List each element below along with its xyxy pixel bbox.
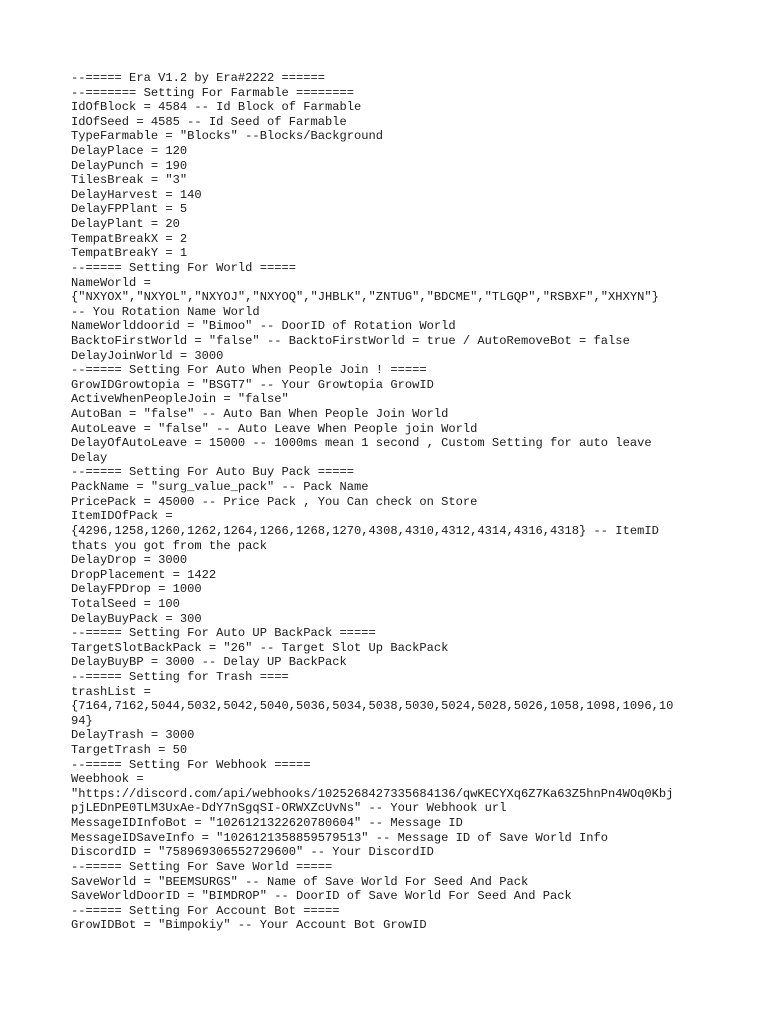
code-line: -- You Rotation Name World xyxy=(71,304,260,319)
section-webhook-comment: --===== Setting For Webhook ===== xyxy=(71,757,311,772)
script-document xyxy=(71,71,711,933)
code-line: TargetSlotBackPack = "26" -- Target Slot Up BackPack xyxy=(71,640,449,655)
code-line: TypeFarmable = "Blocks" --Blocks/Background xyxy=(71,129,384,144)
section-account-bot-comment: --===== Setting For Account Bot ===== xyxy=(71,903,340,918)
section-save-world-comment: --===== Setting For Save World ===== xyxy=(71,859,333,874)
code-line: DelayJoinWorld = 3000 xyxy=(71,348,224,363)
code-line: AutoLeave = "false" -- Auto Leave When People join World xyxy=(71,421,478,436)
code-line: PackName = "surg_value_pack" -- Pack Name xyxy=(71,480,369,495)
code-line: TempatBreakX = 2 xyxy=(71,231,188,246)
code-line: pjLEDnPE0TLM3UxAe-DdY7nSgqSI-ORWXZcUvNs" -- Your Webhook url xyxy=(71,801,507,816)
code-line: SaveWorldDoorID = "BIMDROP" -- DoorID of Save World For Seed And Pack xyxy=(71,889,572,904)
code-line: DelayOfAutoLeave = 15000 -- 1000ms mean 1 second , Custom Setting for auto leave xyxy=(71,436,652,451)
code-line: SaveWorld = "BEEMSURGS" -- Name of Save World For Seed And Pack xyxy=(71,874,529,889)
code-line: PricePack = 45000 -- Price Pack , You Can check on Store xyxy=(71,494,478,509)
code-line: DelayBuyPack = 300 xyxy=(71,611,202,626)
code-line: DelayPlant = 20 xyxy=(71,217,180,232)
code-line: DelayDrop = 3000 xyxy=(71,553,188,568)
code-line: AutoBan = "false" -- Auto Ban When People Join World xyxy=(71,407,449,422)
code-line: Weebhook = xyxy=(71,772,144,787)
code-line: GrowIDBot = "Bimpokiy" -- Your Account Bot GrowID xyxy=(71,918,427,933)
code-line: TilesBreak = "3" xyxy=(71,173,188,188)
code-line: 94} xyxy=(71,713,93,728)
code-line: TempatBreakY = 1 xyxy=(71,246,188,261)
code-line: ItemIDOfPack = xyxy=(71,509,173,524)
section-backpack-comment: --===== Setting For Auto UP BackPack ===== xyxy=(71,626,376,641)
code-line: DelayBuyBP = 3000 -- Delay UP BackPack xyxy=(71,655,347,670)
section-world-comment: --===== Setting For World ===== xyxy=(71,260,296,275)
code-line: TargetTrash = 50 xyxy=(71,743,188,758)
code-line: Delay xyxy=(71,450,108,465)
code-line: {"NXYOX","NXYOL","NXYOJ","NXYOQ","JHBLK","ZNTUG","BDCME","TLGQP","RSBXF","XHXYN"} xyxy=(71,290,659,305)
code-line: DelayTrash = 3000 xyxy=(71,728,195,743)
code-line: IdOfSeed = 4585 -- Id Seed of Farmable xyxy=(71,114,347,129)
code-line: BacktoFirstWorld = "false" -- BacktoFirstWorld = true / AutoRemoveBot = false xyxy=(71,333,630,348)
code-line: DelayPlace = 120 xyxy=(71,144,188,159)
code-line: IdOfBlock = 4584 -- Id Block of Farmable xyxy=(71,100,362,115)
code-line: DropPlacement = 1422 xyxy=(71,567,217,582)
code-line: {7164,7162,5044,5032,5042,5040,5036,5034,5038,5030,5024,5028,5026,1058,1098,1096,10 xyxy=(71,699,674,714)
code-line: GrowIDGrowtopia = "BSGT7" -- Your Growtopia GrowID xyxy=(71,377,434,392)
code-line: NameWorlddoorid = "Bimoo" -- DoorID of Rotation World xyxy=(71,319,456,334)
code-line: DelayPunch = 190 xyxy=(71,158,188,173)
code-line: DelayHarvest = 140 xyxy=(71,187,202,202)
code-line: DiscordID = "758969306552729600" -- Your DiscordID xyxy=(71,845,434,860)
code-line: MessageIDInfoBot = "1026121322620780604" -- Message ID xyxy=(71,816,463,831)
section-farmable-comment: --======= Setting For Farmable ======== xyxy=(71,85,355,100)
code-line: ActiveWhenPeopleJoin = "false" xyxy=(71,392,289,407)
code-line: trashList = xyxy=(71,684,151,699)
code-line: DelayFPPlant = 5 xyxy=(71,202,188,217)
code-line: MessageIDSaveInfo = "1026121358859579513" -- Message ID of Save World Info xyxy=(71,830,609,845)
code-line: "https://discord.com/api/webhooks/1025268427335684136/qwKECYXq6Z7Ka63Z5hnPn4WOq0Kbj xyxy=(71,786,674,801)
code-line: thats you got from the pack xyxy=(71,538,267,553)
code-line: TotalSeed = 100 xyxy=(71,596,180,611)
code-line: NameWorld = xyxy=(71,275,151,290)
section-auto-join-comment: --===== Setting For Auto When People Join ! ===== xyxy=(71,363,427,378)
header-comment-title: --===== Era V1.2 by Era#2222 ====== xyxy=(71,71,326,85)
section-trash-comment: --===== Setting for Trash ==== xyxy=(71,669,289,684)
code-line: DelayFPDrop = 1000 xyxy=(71,582,202,597)
section-buy-pack-comment: --===== Setting For Auto Buy Pack ===== xyxy=(71,465,355,480)
code-line: {4296,1258,1260,1262,1264,1266,1268,1270,4308,4310,4312,4314,4316,4318} -- ItemID xyxy=(71,523,659,538)
